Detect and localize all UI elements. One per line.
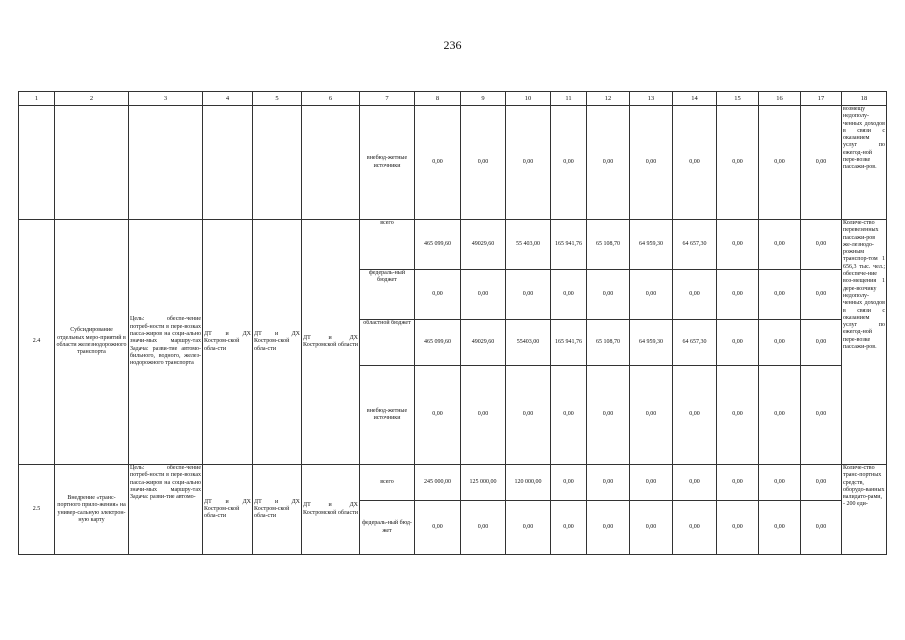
col-header: 8 <box>415 92 461 106</box>
value-cell: 0,00 <box>587 106 630 220</box>
value-cell: 465 099,60 <box>415 220 461 270</box>
value-cell: 0,00 <box>461 501 506 555</box>
value-cell: 165 941,76 <box>551 320 587 366</box>
value-cell: 125 000,00 <box>461 465 506 501</box>
value-cell: 0,00 <box>587 501 630 555</box>
value-cell: 0,00 <box>630 366 673 465</box>
executor: ДТ и ДХ Костром-ской обла-сти <box>203 465 253 555</box>
item-number: 2.5 <box>19 465 55 555</box>
value-cell: 0,00 <box>551 366 587 465</box>
funding-source: всего <box>360 220 415 270</box>
value-cell: 64 959,30 <box>630 320 673 366</box>
page-number: 236 <box>443 38 462 52</box>
value-cell: 165 941,76 <box>551 220 587 270</box>
value-cell: 245 000,00 <box>415 465 461 501</box>
value-cell: 0,00 <box>717 220 759 270</box>
item-name: Внедрение «транс-портного прило-жения» на универ-сальную электрон-ную карту <box>55 465 129 555</box>
col-header: 10 <box>506 92 551 106</box>
value-cell: 0,00 <box>801 270 842 320</box>
value-cell: 0,00 <box>415 366 461 465</box>
expected-result: Количе-ство транс-портных средств, оборудо-ванных валидато-рами, - 200 еди- <box>842 465 887 555</box>
value-cell: 0,00 <box>415 501 461 555</box>
value-cell: 0,00 <box>759 501 801 555</box>
executor: ДТ и ДХ Костромской области <box>302 220 360 465</box>
col-header: 13 <box>630 92 673 106</box>
executor: ДТ и ДХ Костром-ской обла-сти <box>203 220 253 465</box>
header-row <box>19 92 887 106</box>
value-cell: 0,00 <box>673 106 717 220</box>
value-cell: 0,00 <box>801 465 842 501</box>
value-cell: 0,00 <box>587 465 630 501</box>
value-cell: 0,00 <box>717 106 759 220</box>
table-row-2-4 <box>19 220 887 270</box>
table-row-continuation <box>19 106 887 220</box>
col-header: 2 <box>55 92 129 106</box>
value-cell: 0,00 <box>801 220 842 270</box>
value-cell: 64 657,30 <box>673 220 717 270</box>
value-cell: 0,00 <box>801 366 842 465</box>
col-header: 1 <box>19 92 55 106</box>
col-header: 15 <box>717 92 759 106</box>
value-cell: 0,00 <box>506 270 551 320</box>
item-goal: Цель: обеспе-чение потреб-ности в пере-возках пасса-жиров на соци-ально значи-мых маршру-тах Задача: разви-тие автомо- <box>129 465 203 555</box>
value-cell: 0,00 <box>415 270 461 320</box>
executor: ДТ и ДХ Костром-ской обла-сти <box>253 220 302 465</box>
value-cell: 0,00 <box>630 270 673 320</box>
value-cell: 0,00 <box>630 501 673 555</box>
value-cell: 0,00 <box>551 501 587 555</box>
value-cell: 0,00 <box>630 106 673 220</box>
value-cell: 0,00 <box>717 320 759 366</box>
value-cell: 0,00 <box>673 270 717 320</box>
col-header: 11 <box>551 92 587 106</box>
value-cell: 0,00 <box>759 366 801 465</box>
value-cell: 0,00 <box>759 320 801 366</box>
item-name: Субсидирование отдельных меро-приятий в области железнодорожного транспорта <box>55 220 129 465</box>
value-cell: 0,00 <box>717 366 759 465</box>
value-cell: 0,00 <box>673 501 717 555</box>
value-cell: 0,00 <box>551 106 587 220</box>
executor: ДТ и ДХ Костромской области <box>302 465 360 555</box>
value-cell: 65 108,70 <box>587 220 630 270</box>
col-header: 12 <box>587 92 630 106</box>
value-cell: 0,00 <box>801 501 842 555</box>
value-cell: 0,00 <box>759 106 801 220</box>
funding-source: внебюд-жетные источники <box>360 366 415 465</box>
value-cell: 120 000,00 <box>506 465 551 501</box>
expected-result: Количе-ство перевезенных пассажи-ров же-лезнодо-рожным транспор-том 1 656,3 тыс. чел.; обеспече-ние воз-мещения 1 дере-возчику недополу-ченных доходов в связи с оказанием услуг по ежегод-ной пере-возке пассажи-ров. <box>842 220 887 465</box>
funding-source: областной бюджет <box>360 320 415 366</box>
funding-source: внебюд-жетные источники <box>360 106 415 220</box>
col-header: 6 <box>302 92 360 106</box>
value-cell: 0,00 <box>759 465 801 501</box>
value-cell: 0,00 <box>801 320 842 366</box>
value-cell: 0,00 <box>506 501 551 555</box>
program-table <box>18 91 887 555</box>
funding-source: федераль-ный бюджет <box>360 270 415 320</box>
col-header: 5 <box>253 92 302 106</box>
value-cell: 64 959,30 <box>630 220 673 270</box>
value-cell: 55403,00 <box>506 320 551 366</box>
value-cell: 0,00 <box>587 366 630 465</box>
value-cell: 0,00 <box>630 465 673 501</box>
col-header: 7 <box>360 92 415 106</box>
value-cell: 65 108,70 <box>587 320 630 366</box>
value-cell: 0,00 <box>461 106 506 220</box>
item-goal: Цель: обеспе-чение потреб-ности в пере-возках пасса-жиров на соци-ально значи-мых маршру-тах Задача: разви-тие автомо-бильного, водного, желез-нодорожного транспорта <box>129 220 203 465</box>
value-cell: 0,00 <box>551 465 587 501</box>
value-cell: 49029,60 <box>461 220 506 270</box>
value-cell: 0,00 <box>801 106 842 220</box>
value-cell: 0,00 <box>673 465 717 501</box>
expected-result: возмещу недополу-ченных доходов в связи с оказанием услуг по ежегод-ной пере-возке пассажи-ров. <box>842 106 887 220</box>
value-cell: 0,00 <box>759 270 801 320</box>
col-header: 16 <box>759 92 801 106</box>
value-cell: 0,00 <box>551 270 587 320</box>
funding-source: всего <box>360 465 415 501</box>
col-header: 17 <box>801 92 842 106</box>
table-row-2-5 <box>19 465 887 501</box>
value-cell: 465 099,60 <box>415 320 461 366</box>
value-cell: 64 657,30 <box>673 320 717 366</box>
col-header: 4 <box>203 92 253 106</box>
col-header: 3 <box>129 92 203 106</box>
value-cell: 0,00 <box>759 220 801 270</box>
col-header: 9 <box>461 92 506 106</box>
value-cell: 49029,60 <box>461 320 506 366</box>
value-cell: 0,00 <box>587 270 630 320</box>
funding-source: федераль-ный бюд-жет <box>360 501 415 555</box>
value-cell: 0,00 <box>717 501 759 555</box>
value-cell: 0,00 <box>461 366 506 465</box>
value-cell: 55 403,00 <box>506 220 551 270</box>
col-header: 14 <box>673 92 717 106</box>
executor: ДТ и ДХ Костром-ской обла-сти <box>253 465 302 555</box>
value-cell: 0,00 <box>506 366 551 465</box>
value-cell: 0,00 <box>717 270 759 320</box>
value-cell: 0,00 <box>415 106 461 220</box>
value-cell: 0,00 <box>673 366 717 465</box>
value-cell: 0,00 <box>461 270 506 320</box>
item-number: 2.4 <box>19 220 55 465</box>
col-header: 18 <box>842 92 887 106</box>
value-cell: 0,00 <box>717 465 759 501</box>
value-cell: 0,00 <box>506 106 551 220</box>
